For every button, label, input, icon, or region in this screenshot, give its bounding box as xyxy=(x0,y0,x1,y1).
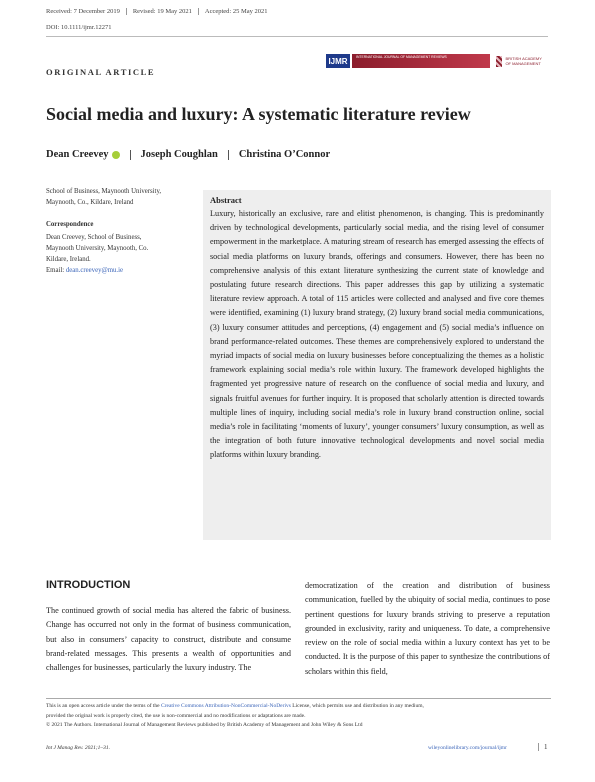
dates-line xyxy=(46,8,268,15)
journal-logo: IJMR xyxy=(326,54,350,68)
correspondence xyxy=(46,232,186,276)
body-column-right: democratization of the creation and distribution of business communication, fuelled by the ubiquity of social media, continues to pose pertinent questions for luxury brands striving to preserve a reputation grounded in exclusivity, rarity and uniqueness. To date, a comprehensive review on the role of social media within a luxury context has yet to be conducted. It is the purpose of this paper to synthesize the contributions of scholars within this field, xyxy=(305,581,550,676)
author-name[interactable]: Dean Creevey xyxy=(46,149,109,160)
received-date: Received: 7 December 2019 xyxy=(46,8,120,15)
bam-logo xyxy=(496,55,548,68)
abstract-text: Luxury, historically an exclusive, rare and elitist phenomenon, is changing. This is predominantly driven by technological developments, particularly social media, and the rising level of consumer empowerment in the marketplace. A maturing stream of research has emerged assessing the effects of social media platforms on luxury brands, offerings and consumers. However, there has been no comprehensive analysis of this extant literature synthesizing the current state of knowledge and postulating future research directions. This paper addresses this gap by utilizing a systematic literature review approach. A total of 115 articles were collected and analysed and five core themes were identified, examining (1) luxury brand strategy, (2) luxury brand social media communications, (3) luxury consumer attitudes and perceptions, (4) engagement and (5) social media’s influence on brand performance-related outcomes. These themes are comprehensively explored to understand the myriad impacts of social media on luxury businesses before conceptualizing the themes as a holistic framework explaining social media’s role within luxury. The framework developed highlights the fragmented yet progressive nature of research on the confluence of social media and luxury, and signals fruitful avenues for further inquiry. It is proposed that scholarly attention is directed towards multiple lines of inquiry, including social media’s role in luxury brand construction online, social media’s role in facilitating ‘moments of luxury’, younger consumers’ luxury consumption, as well as the integration of both future innovative technological developments and novel social media platforms within luxury branding. xyxy=(210,209,544,460)
bam-logo-icon xyxy=(496,56,502,67)
article-type: ORIGINAL ARTICLE xyxy=(46,67,156,77)
divider xyxy=(198,8,199,15)
header-rule xyxy=(46,36,548,37)
journal-url[interactable]: wileyonlinelibrary.com/journal/ijmr xyxy=(428,745,507,751)
bam-logo-text: BRITISH ACADEMY OF MANAGEMENT xyxy=(505,56,542,66)
author-name[interactable]: Christina O’Connor xyxy=(238,149,331,160)
orcid-icon[interactable] xyxy=(112,151,120,159)
author-list xyxy=(46,149,330,160)
revised-date: Revised: 19 May 2021 xyxy=(132,8,192,15)
footnote-line xyxy=(46,702,551,712)
abstract-box xyxy=(203,190,551,540)
correspondence-line: Maynooth University, Maynooth, Co. xyxy=(46,245,149,252)
footnote-text: License, which permits use and distribution in any medium, xyxy=(290,703,424,709)
affiliation: School of Business, Maynooth University, Maynooth, Co., Kildare, Ireland xyxy=(46,188,162,206)
section-heading: INTRODUCTION xyxy=(46,579,131,591)
abstract-heading: Abstract xyxy=(210,195,242,205)
correspondence-heading: Correspondence xyxy=(46,221,94,228)
body-column-left: The continued growth of social media has altered the fabric of business. Change has occurred not only in the format of business communication, but also in consumers’ capacity to construct, distribute and consume brand-related messages. This presents a wealth of opportunities and challenges for businesses, particularly the luxury industry. The xyxy=(46,606,291,673)
footnote-line: © 2021 The Authors. International Journal of Management Reviews published by British Academy of Management and John Wiley & Sons Ltd xyxy=(46,722,363,728)
email-link[interactable]: dean.creevey@mu.ie xyxy=(65,267,124,274)
divider xyxy=(126,8,127,15)
footnote-text: This is an open access article under the terms of the xyxy=(46,703,162,709)
license-link[interactable]: Creative Commons Attribution-NonCommercial-NoDerivs xyxy=(161,703,291,709)
footnote-line: provided the original work is properly cited, the use is non-commercial and no modifications or adaptations are made. xyxy=(46,712,306,719)
page-number: 1 xyxy=(538,743,548,751)
email-label: Email: xyxy=(46,267,66,274)
divider xyxy=(130,150,131,160)
divider xyxy=(228,150,229,160)
footnote-rule xyxy=(46,698,551,699)
doi[interactable]: DOI: 10.1111/ijmr.12271 xyxy=(46,24,112,31)
email-line xyxy=(46,265,186,276)
journal-name-band: INTERNATIONAL JOURNAL OF MANAGEMENT REVIEWS xyxy=(352,54,490,68)
license-footnote xyxy=(46,702,551,731)
journal-citation: Int J Manag Rev. 2021;1–31. xyxy=(46,745,111,751)
correspondence-line: Kildare, Ireland. xyxy=(46,256,91,263)
paper-title: Social media and luxury: A systematic literature review xyxy=(46,104,471,124)
author-name[interactable]: Joseph Coughlan xyxy=(140,149,218,160)
accepted-date: Accepted: 25 May 2021 xyxy=(204,8,268,15)
correspondence-line: Dean Creevey, School of Business, xyxy=(46,234,142,241)
